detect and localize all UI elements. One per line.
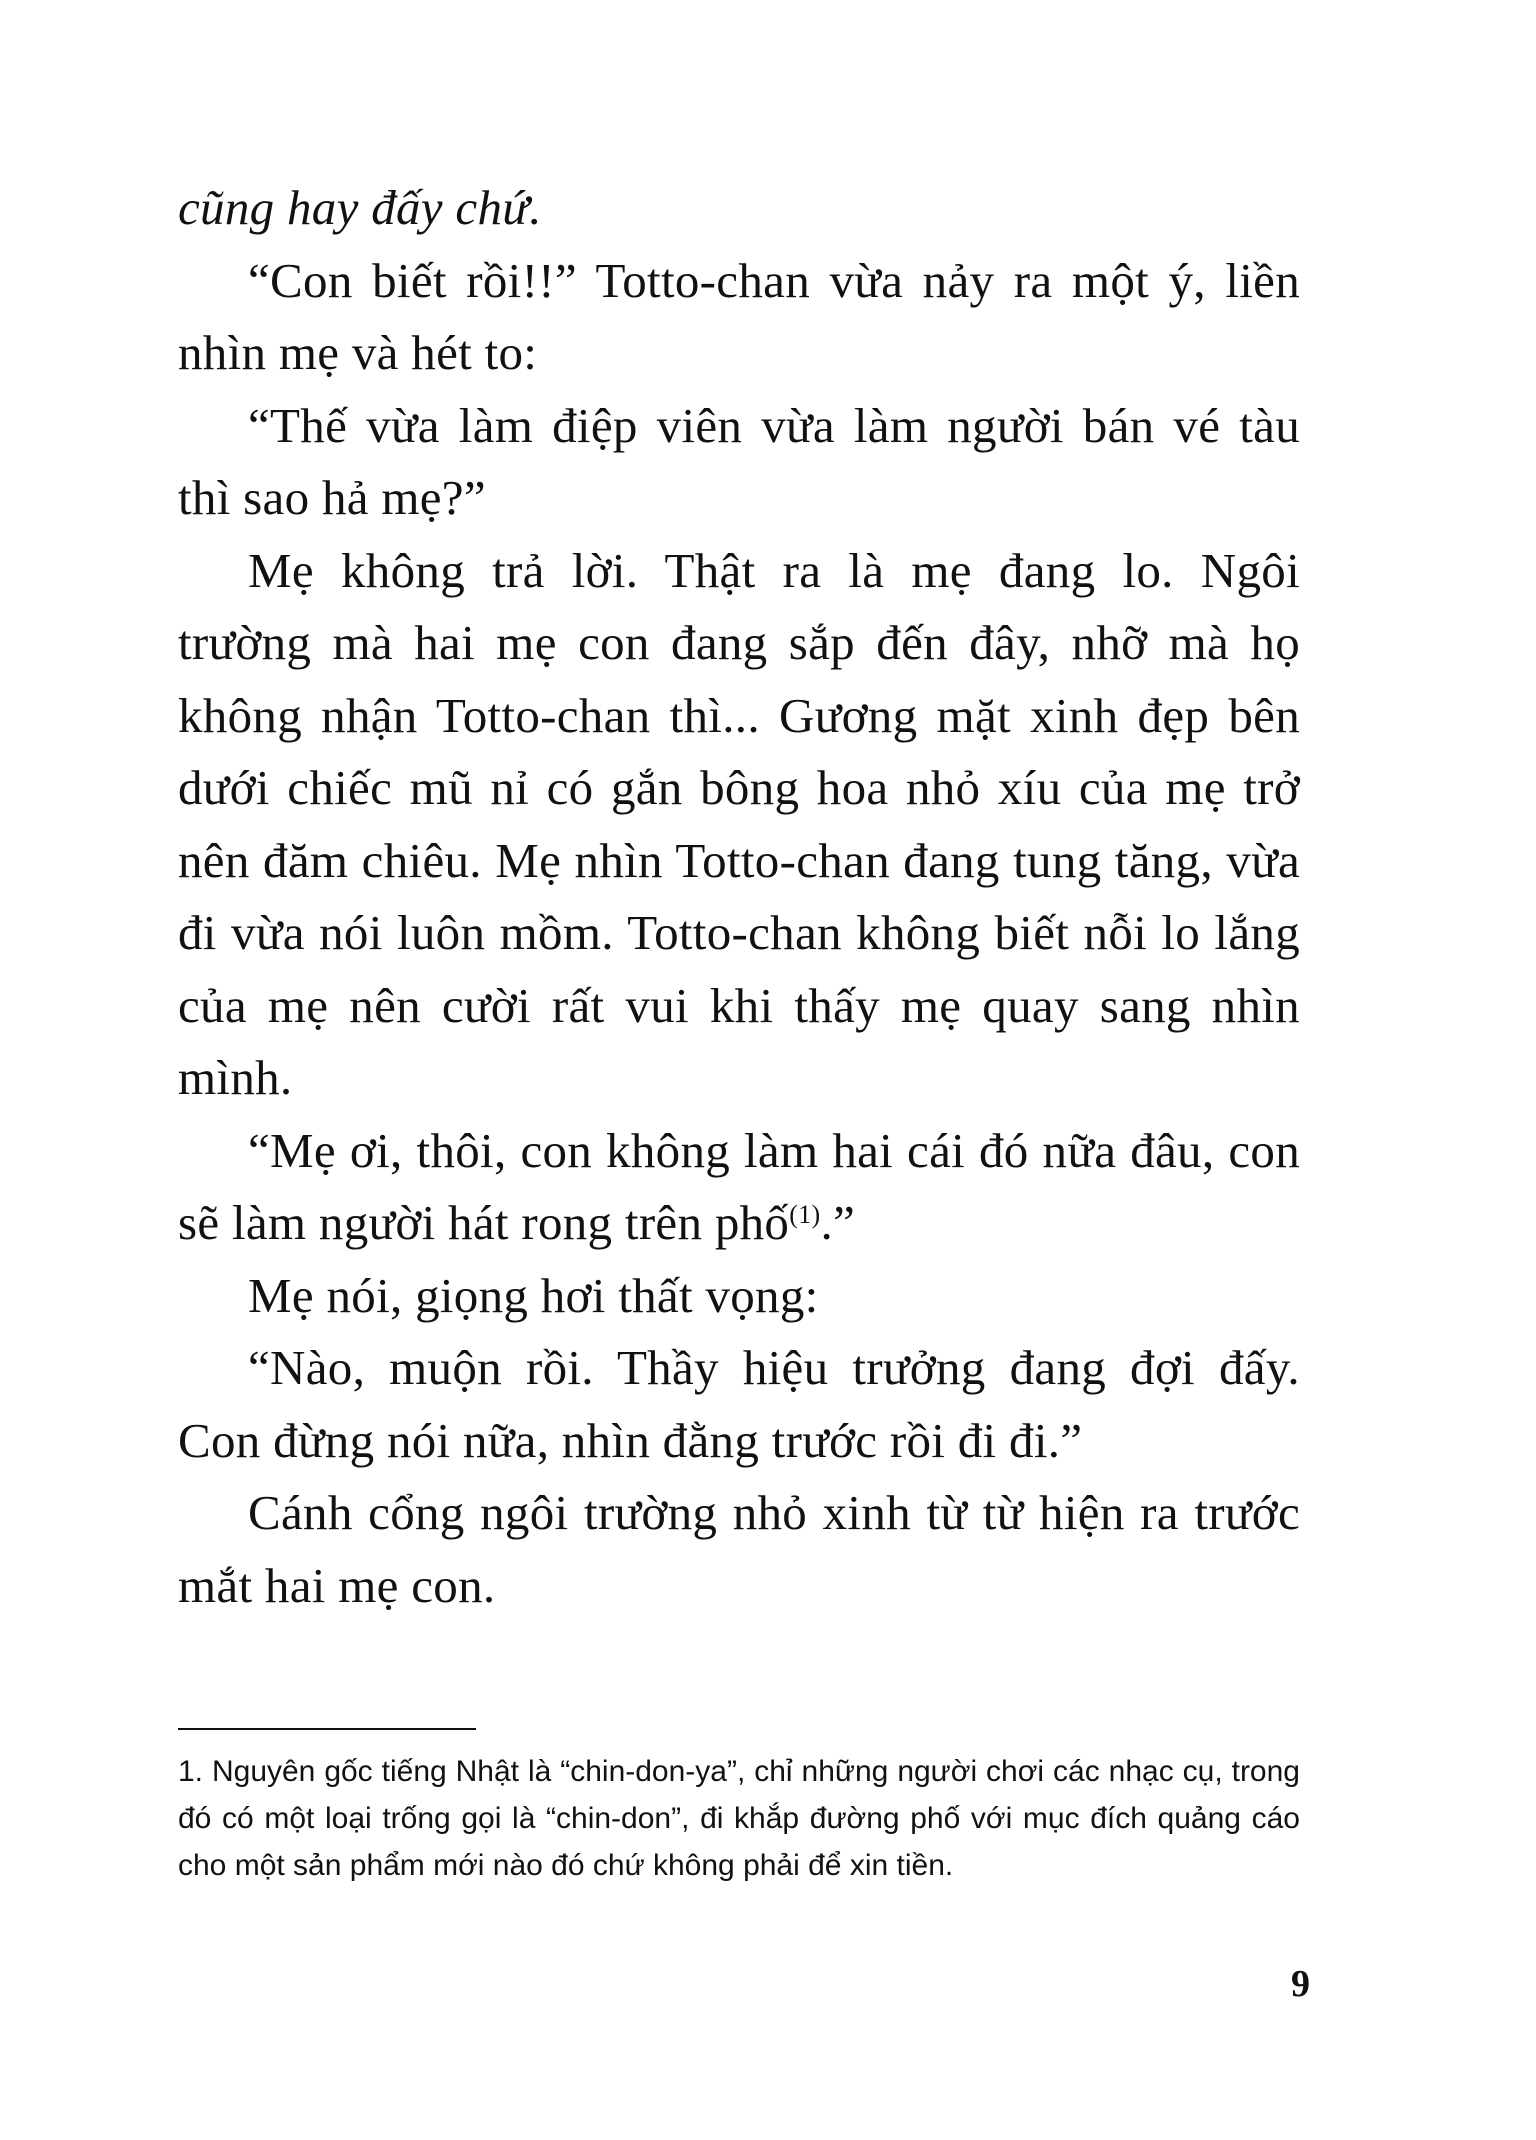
page-number: 9 [1291,1963,1310,2005]
paragraph-dialogue-idea: “Con biết rồi!!” Totto-chan vừa nảy ra một ý, liền nhìn mẹ và hét to: [178,252,1300,380]
paragraph-continuation: cũng hay đấy chứ. [178,180,542,235]
paragraph-street-singer [178,1115,1300,1260]
footnote-divider [178,1728,476,1730]
paragraph-school-gate: Cánh cổng ngôi trường nhỏ xinh từ từ hiện ra trước mắt hai mẹ con. [178,1485,1300,1613]
footnote-reference: (1) [789,1200,821,1229]
paragraph-hurry: “Nào, muộn rồi. Thầy hiệu trưởng đang đợi đấy. Con đừng nói nữa, nhìn đằng trước rồi đi đi.” [178,1340,1300,1468]
body-text [178,172,1300,1622]
paragraph-street-singer-end: .” [820,1195,856,1250]
footnote-text: 1. Nguyên gốc tiếng Nhật là “chin-don-ya”, chỉ những người chơi các nhạc cụ, trong đó có một loại trống gọi là “chin-don”, đi khắp đường phố với mục đích quảng cáo cho một sản phẩm mới nào đó chứ không phải để xin tiền. [178,1755,1300,1882]
paragraph-mother-says: Mẹ nói, giọng hơi thất vọng: [248,1267,819,1323]
paragraph-mother-worry: Mẹ không trả lời. Thật ra là mẹ đang lo. Ngôi trường mà hai mẹ con đang sắp đến đây, nhỡ mà họ không nhận Totto-chan thì... Gương mặt xinh đẹp bên dưới chiếc mũ nỉ có gắn bông hoa nhỏ xíu của mẹ trở nên đăm chiêu. Mẹ nhìn Totto-chan đang tung tăng, vừa đi vừa nói luôn mồm. Totto-chan không biết nỗi lo lắng của mẹ nên cười rất vui khi thấy mẹ quay sang nhìn mình. [178,542,1300,1105]
paragraph-street-singer-text: “Mẹ ơi, thôi, con không làm hai cái đó nữa đâu, con sẽ làm người hát rong trên phố [178,1122,1300,1250]
paragraph-dialogue-question: “Thế vừa làm điệp viên vừa làm người bán vé tàu thì sao hả mẹ?” [178,397,1300,525]
